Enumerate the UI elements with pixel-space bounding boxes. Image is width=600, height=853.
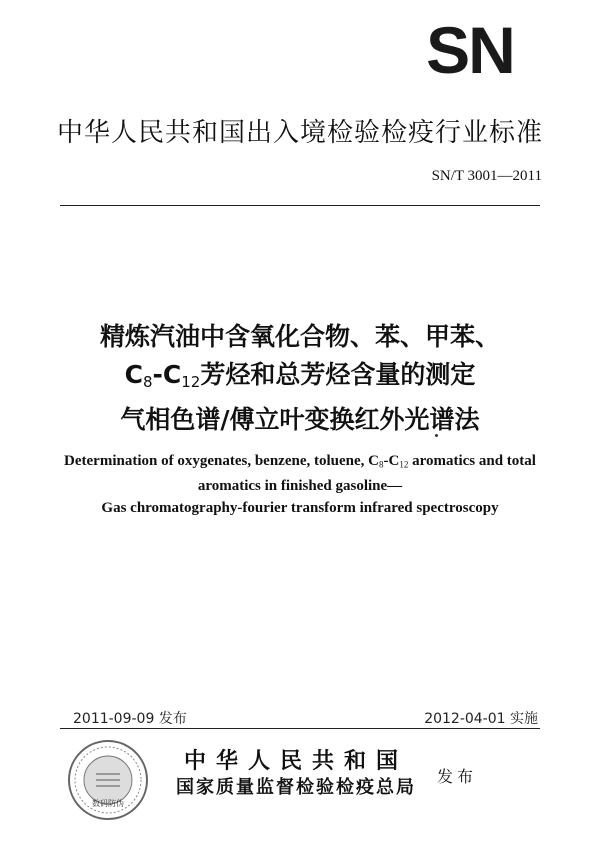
anti-counterfeit-seal [66,738,150,822]
chinese-title [0,318,600,439]
issuer [166,748,426,800]
en-sub-8: 8 [378,459,384,470]
svg-text:SN: SN [426,18,514,78]
english-title [0,450,600,519]
english-title-line1 [0,450,600,475]
english-title-line2: aromatics in finished gasoline— [197,478,403,495]
header-title: 中华人民共和国出入境检验检疫行业标准 [56,118,543,148]
en-dash-c: -C [383,453,400,469]
chinese-title-line2 [0,356,600,401]
standard-number: SN/T 3001—2011 [431,168,542,184]
sub-8: 8 [142,372,153,391]
english-title-line1-pre: Determination of oxygenates, benzene, toluene, C [64,453,379,469]
sn-logo [405,18,535,78]
issue-date: 2011-09-09 发布 [73,711,187,727]
top-divider [60,205,540,206]
sub-12: 12 [181,372,201,391]
chinese-title-line1: 精炼汽油中含氧化合物、苯、甲苯、 [99,322,500,351]
implementation-date: 2012-04-01 实施 [424,711,538,727]
publish-label: 发布 [437,767,478,786]
issuer-agency: 国家质量监督检验检疫总局 [176,777,416,798]
c-text: C [124,360,143,389]
chinese-title-line3: 气相色谱/傅立叶变换红外光谱法 [120,404,480,434]
svg-text:数码防伪: 数码防伪 [92,799,124,808]
english-title-line1-post: aromatics and total [408,453,536,469]
chinese-title-line2-rest: 芳烃和总芳烃含量的测定 [200,360,476,389]
issuer-country: 中华人民共和国 [183,749,408,774]
english-title-line3: Gas chromatography-fourier transform infrared spectroscopy [101,500,499,517]
stray-dot [435,434,438,437]
en-sub-12: 12 [399,459,409,470]
bottom-divider [60,728,540,729]
dash-c-text: -C [152,360,182,389]
